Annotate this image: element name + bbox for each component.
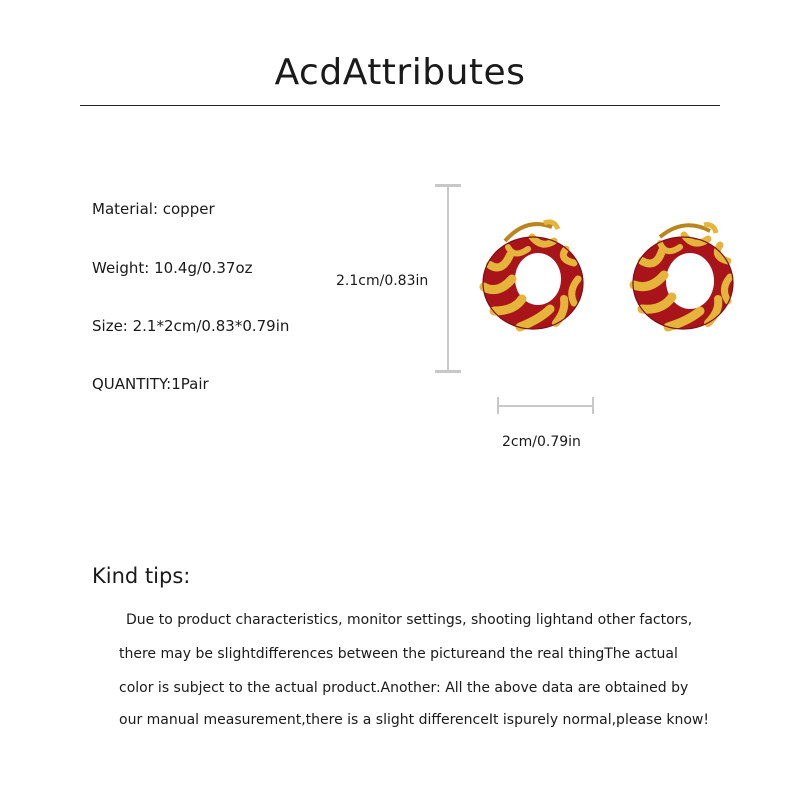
earring-left-image: [470, 215, 596, 335]
height-dimension-top-cap: [435, 184, 461, 187]
width-dimension-right-cap: [592, 397, 594, 414]
kind-tips-heading: Kind tips:: [92, 564, 191, 588]
quantity-attribute: QUANTITY:1Pair: [92, 375, 209, 393]
width-dimension-line: [498, 405, 594, 407]
material-attribute: Material: copper: [92, 200, 215, 218]
size-attribute: Size: 2.1*2cm/0.83*0.79in: [92, 317, 290, 335]
earring-right-image: [620, 215, 746, 335]
height-dimension-bottom-cap: [435, 370, 461, 373]
weight-attribute: Weight: 10.4g/0.37oz: [92, 259, 253, 277]
width-dimension-left-cap: [497, 397, 499, 414]
height-dimension-line: [447, 185, 449, 373]
title-divider: [80, 105, 720, 106]
tip-line: our manual measurement,there is a slight differenceIt ispurely normal,please know!: [119, 712, 709, 728]
tip-line: color is subject to the actual product.Another: All the above data are obtained by: [119, 680, 689, 696]
page-title: AcdAttributes: [274, 52, 526, 93]
tip-line: Due to product characteristics, monitor settings, shooting lightand other factors,: [126, 612, 693, 628]
tip-line: there may be slightdifferences between the pictureand the real thingThe actual: [119, 646, 678, 662]
height-dimension-label: 2.1cm/0.83in: [336, 273, 429, 289]
width-dimension-label: 2cm/0.79in: [502, 434, 581, 450]
